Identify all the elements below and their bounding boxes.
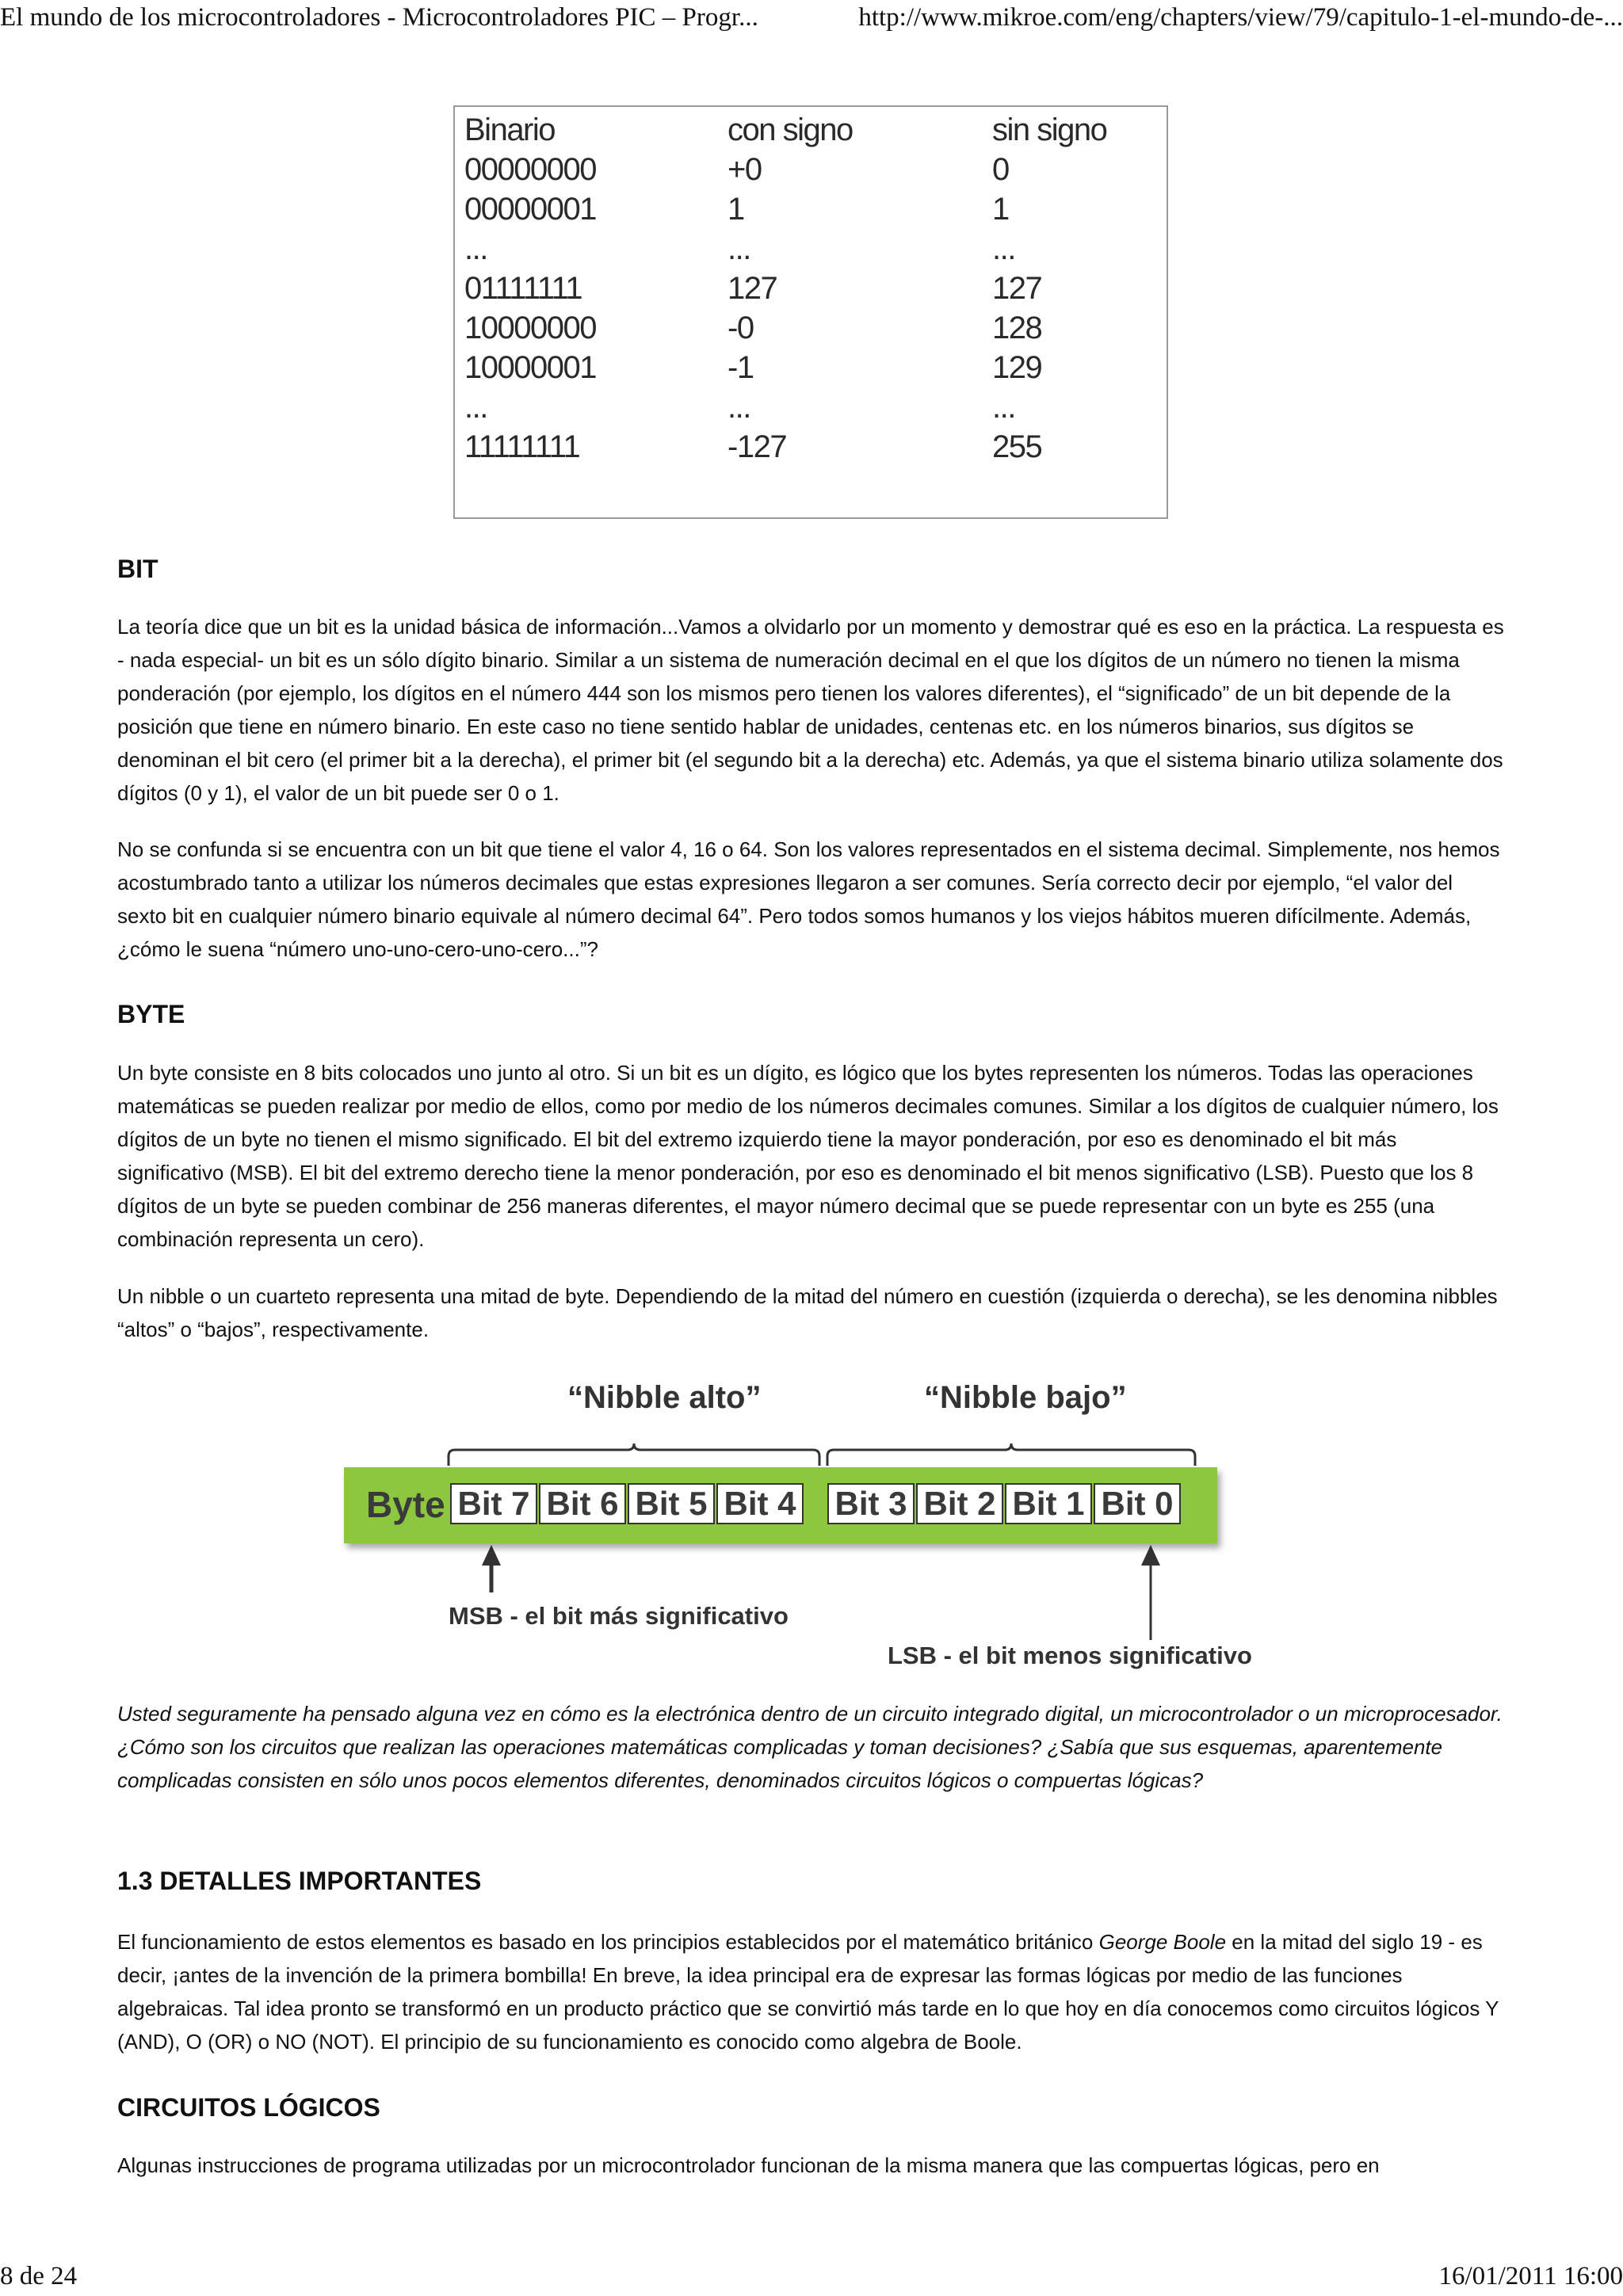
byte-word-label: Byte [366,1484,445,1525]
con-signo-cell: -0 [727,311,754,345]
binario-cell: 00000001 [464,192,596,227]
bit-heading: BIT [117,555,158,583]
lsb-label: LSB - el bit menos significativo [888,1642,1252,1669]
george-boole-name: George Boole [1098,1930,1227,1954]
binario-header: Binario [464,113,556,147]
msb-arrow-head [482,1545,501,1566]
con-signo-cell: 1 [727,192,744,227]
bit-cell: Bit 4 [716,1483,804,1524]
nibble-high-label: “Nibble alto” [567,1380,762,1415]
con-signo-cell: ... [727,390,750,425]
sin-signo-cell: ... [992,390,1015,425]
circuitos-paragraph: Algunas instrucciones de programa utilizadas por un microcontrolador funcionan de la misma manera que las compuertas lógicas, pero en [117,2153,1380,2177]
binario-cell: 10000001 [464,350,596,385]
bit-cell: Bit 0 [1094,1483,1181,1524]
binario-cell: ... [464,231,487,266]
binario-cell: ... [464,390,487,425]
byte-heading: BYTE [117,1000,185,1028]
sin-signo-header: sin signo [992,113,1107,147]
con-signo-cell: -1 [727,350,754,385]
bit-cell: Bit 3 [827,1483,915,1524]
page-number: 8 de 24 [0,2262,78,2290]
bit-cell: Bit 1 [1005,1483,1092,1524]
italic-paragraph: Usted seguramente ha pensado alguna vez en cómo es la electrónica dentro de un circuito integrado digital, un microcontrolador o un microprocesador. ¿Cómo son los circuitos que realizan las operaciones matemáticas complicadas y toman decisiones? ¿Sabía que sus esquemas, aparentemente complicadas consisten en sólo unos pocos elementos diferentes, denominados circuitos lógicos o compuertas lógicas? [117,1702,1503,1792]
sin-signo-cell: 1 [992,192,1009,227]
con-signo-cell: 127 [727,271,777,306]
con-signo-cell: -127 [727,429,787,464]
sin-signo-cell: ... [992,231,1015,266]
sin-signo-cell: 255 [992,429,1042,464]
sin-signo-cell: 127 [992,271,1042,306]
nibble-low-brace [827,1444,1195,1466]
sin-signo-cell: 129 [992,350,1042,385]
sin-signo-cell: 0 [992,152,1009,187]
msb-label: MSB - el bit más significativo [449,1602,789,1630]
bit-cell: Bit 7 [450,1483,537,1524]
byte-nibble-diagram [344,1371,1295,1680]
bit-cell: Bit 6 [539,1483,626,1524]
byte-paragraph-2: Un nibble o un cuarteto representa una mitad de byte. Dependiendo de la mitad del número en cuestión (izquierda o derecha), se les denomina nibbles “altos” o “bajos”, respectivamente. [117,1284,1498,1341]
detalles-text-before: El funcionamiento de estos elementos es basado en los principios establecidos por el matemático británico [117,1930,1099,1954]
nibble-low-label: “Nibble bajo” [924,1380,1127,1415]
circuitos-heading: CIRCUITOS LÓGICOS [117,2093,380,2122]
lsb-arrow-head [1141,1545,1160,1566]
sin-signo-column [992,110,1106,467]
bit-cell: Bit 5 [628,1483,715,1524]
binario-cell: 01111111 [464,271,582,306]
con-signo-header: con signo [727,113,853,147]
binario-cell: 00000000 [464,152,596,187]
bit-paragraph-2: No se confunda si se encuentra con un bit que tiene el valor 4, 16 o 64. Son los valores representados en el sistema decimal. Simplemente, nos hemos acostumbrado tanto a utilizar los números decimales que estas expresiones llegaron a ser comunes. Sería correcto decir por ejemplo, “el valor del sexto bit en cualquier número binario equivale al número decimal 64”. Pero todos somos humanos y los viejos hábitos mueren difícilmente. Además, ¿cómo le suena “número uno-uno-cero-uno-cero...”? [117,837,1500,961]
print-footer [0,2248,1623,2296]
byte-paragraph-1: Un byte consiste en 8 bits colocados uno junto al otro. Si un bit es un dígito, es lógico que los bytes representen los números. Todas las operaciones matemáticas se pueden realizar por medio de ellos, como por medio de los números decimales comunes. Similar a los dígitos de cualquier número, los dígitos de un byte no tienen el mismo significado. El bit del extremo izquierdo tiene la mayor ponderación, por eso es denominado el bit más significativo (MSB). El bit del extremo derecho tiene la menor ponderación, por eso es denominado el bit menos significativo (LSB). Puesto que los 8 dígitos de un byte se pueden combinar de 256 maneras diferentes, el mayor número decimal que se puede representar con un byte es 255 (una combinación representa un cero). [117,1061,1499,1251]
binary-table-figure [453,105,1168,519]
binario-cell: 10000000 [464,311,596,345]
con-signo-cell: ... [727,231,750,266]
con-signo-column [727,110,853,467]
con-signo-cell: +0 [727,152,762,187]
document-title: El mundo de los microcontroladores - Microcontroladores PIC – Progr... [0,3,758,32]
detalles-text-after: en la mitad del siglo 19 - es decir, ¡antes de la invención de la primera bombilla! En breve, la idea principal era de expresar las formas lógicas por medio de las funciones algebraicas. Tal idea pronto se transformó en un producto práctico que se convirtió más tarde en lo que hoy en día conocemos como circuitos lógicos Y (AND), O (OR) o NO (NOT). El principio de su funcionamiento es conocido como algebra de Boole. [117,1930,1499,2054]
binario-column [464,110,596,467]
detalles-heading: 1.3 DETALLES IMPORTANTES [117,1867,482,1895]
binario-cell: 11111111 [464,429,580,464]
bit-cell: Bit 2 [916,1483,1003,1524]
bit-paragraph-1: La teoría dice que un bit es la unidad básica de información...Vamos a olvidarlo por un momento y demostrar qué es eso en la práctica. La respuesta es - nada especial- un bit es un sólo dígito binario. Similar a un sistema de numeración decimal en el que los dígitos de un número no tienen la misma ponderación (por ejemplo, los dígitos en el número 444 son los mismos pero tienen los valores diferentes), el “significado” de un bit depende de la posición que tiene en número binario. En este caso no tiene sentido hablar de unidades, centenas etc. en los números binarios, sus dígitos se denominan el bit cero (el primer bit a la derecha), el primer bit (el segundo bit a la derecha) etc. Además, ya que el sistema binario utiliza solamente dos dígitos (0 y 1), el valor de un bit puede ser 0 o 1. [117,615,1504,805]
detalles-paragraph [117,1925,1504,2058]
page-url: http://www.mikroe.com/eng/chapters/view/79/capitulo-1-el-mundo-de-... [858,3,1623,32]
sin-signo-cell: 128 [992,311,1042,345]
byte-bar [344,1467,1217,1543]
print-header [0,0,1623,48]
nibble-high-brace [449,1444,819,1466]
print-datetime: 16/01/2011 16:00 [1438,2262,1623,2290]
